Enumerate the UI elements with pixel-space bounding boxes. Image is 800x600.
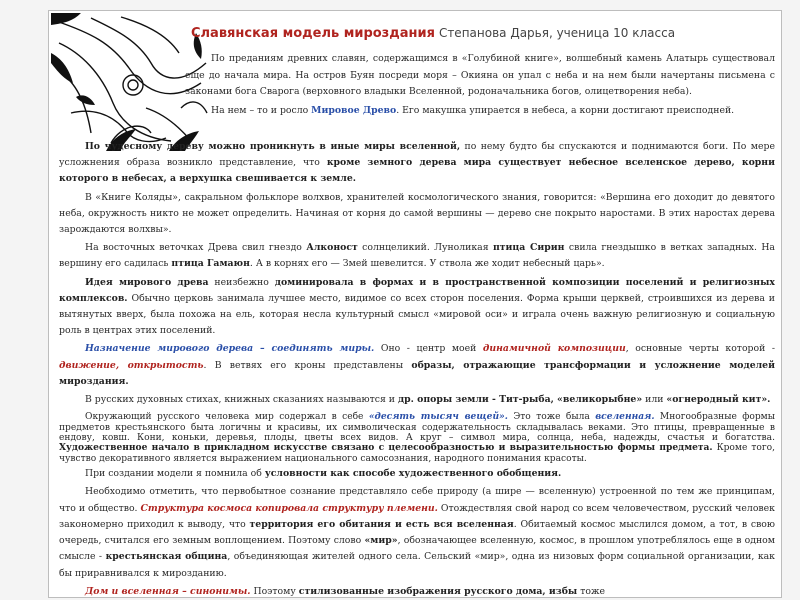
text: кроме земного дерева мира существует небесное вселенское дерево, корни которого в небесах, а верхушка свешивается к земле. (59, 157, 775, 185)
text: Это тоже была (507, 412, 596, 423)
document-page (48, 10, 782, 598)
text: При создании модели я помнила об (85, 468, 265, 480)
text: крестьянская община (105, 551, 228, 563)
paragraph-7 (59, 412, 775, 464)
page-title (191, 25, 771, 41)
text: Обычно церковь занимала лучшее место, видимое со всех сторон поселения. Форма крыши церквей, строившихся из дерева и вытянутых вверх, была похожа на ель, которая несла культурный смысл «мировой оси» и играла очень важную религиозную и социальную роль в центрах этих поселений. (59, 292, 775, 337)
text: вселенная. (595, 411, 655, 423)
paragraph-2: В «Книге Коляды», сакральном фольклоре волхвов, хранителей космологического знания, говорится: «Вершина его доходит до девятого неба, окружность никто не может определить. Начиная от корня до самой вершины — дерево сне покрыто наростами. В этих наростах дерева зарождаются волхвы». (59, 191, 775, 236)
text: Дом и вселенная – синонимы. (85, 585, 251, 597)
text: «мир» (364, 535, 398, 547)
text: по нему будто бы спускаются и поднимаются боги. По мере усложнения образа возникло представление, что (59, 141, 775, 169)
text: На нем – то и росло (211, 104, 312, 116)
intro-paragraph-1: По преданиям древних славян, содержащимся в «Голубиной книге», волшебный камень Алатырь существовал еще до начала мира. На остров Буян посреди моря – Окияна он упал с неба и на нем были начертаны письмена с законами бога Сварога (верховного владыки Вселенной, родоначальника богов, олицетворения неба). (185, 53, 775, 97)
text: условности как способе художественного обобщения. (264, 468, 562, 480)
paragraph-3 (59, 240, 775, 272)
text: или (642, 394, 667, 406)
text: «огнеродный кит». (666, 394, 771, 406)
paragraph-8 (59, 466, 775, 482)
paragraph-9 (59, 484, 775, 581)
text: Алконост (306, 242, 358, 254)
text: птица Гамаюн (171, 258, 250, 270)
text: Структура космоса копировала структуру племени. (140, 502, 438, 514)
text: свила гнездышко в ветках западных. На вершину его садилась (59, 242, 775, 270)
title-main: Славянская модель мироздания (191, 26, 435, 41)
text: На восточных веточках Древа свил гнездо (85, 242, 307, 254)
text: солнцеликий. Луноликая (357, 242, 493, 254)
text: . В ветвях его кроны представлены (203, 359, 412, 371)
text: Поэтому (250, 585, 299, 597)
text: В русских духовных стихах, книжных сказаниях называются и (85, 394, 398, 406)
paragraph-10 (59, 584, 775, 598)
text: тоже (577, 585, 606, 597)
text: стилизованные изображения русского дома, избы (298, 585, 578, 597)
text: . Обитаемый космос мыслился домом, а тот, в свою очередь, считался его земным воплощением. Поэтому слово (59, 518, 776, 547)
text: доминировала в формах и в пространственной композиции поселений и религиозных комплексов. (59, 276, 775, 304)
text: . А в корнях его — Змей шевелится. У ствола же ходит небесный царь». (249, 258, 605, 270)
text: птица Сирин (492, 242, 565, 254)
text: Отождествляя свой народ со всем человечеством, русский человек закономерно приходил к выводу, что (59, 502, 775, 530)
text: др. опоры земли - Тит-рыба, «великорыбне» (397, 394, 643, 406)
text: . Его макушка упирается в небеса, а корни достигают преисподней. (396, 104, 735, 116)
text: Идея мирового древа (85, 276, 209, 288)
text: Многообразные формы предметов крестьянского быта логичны и красивы, их символическая содержательность складывалась веками. Это птицы, превращенные в ендову, ковш. Кони, коньки, деревья, плоды, цветы всех видов. А круг – символ мира, солнца, неба, надежды, счастья и богатства. (59, 412, 775, 444)
text: По чудесному дереву можно проникнуть в иные миры вселенной, (85, 141, 461, 152)
intro-block (185, 51, 775, 119)
text: , обозначающее вселенную, космос, в прошлом употреблялось еще в одном смысле - (59, 535, 775, 563)
text: образы, отражающие трансформации и усложнение моделей мироздания. (59, 359, 775, 387)
text: Оно - центр моей (374, 343, 483, 355)
text: Необходимо отметить, что первобытное сознание представляло себе природу (а шире — вселенную) устроенной по тем же принципам, что и общество. (59, 486, 775, 514)
text: Окружающий русского человека мир содержал в себе (85, 412, 369, 423)
text: неизбежно (208, 276, 275, 288)
title-author: Степанова Дарья, ученица 10 класса (438, 26, 676, 40)
text: территория его обитания и есть вся вселенная (249, 518, 514, 530)
text: Художественное начало в прикладном искусстве связано с целесообразностью и выразительностью формы предмета. (59, 442, 713, 454)
body-text (59, 139, 775, 598)
intro-paragraph-2 (185, 103, 775, 120)
paragraph-5 (59, 341, 775, 390)
text: динамичной композиции (482, 343, 626, 355)
text: «десять тысяч вещей». (368, 411, 508, 423)
text: Назначение мирового дерева – соединять миры. (85, 343, 375, 355)
paragraph-4 (59, 275, 775, 340)
text: , объединяющая жителей одного села. Сельский «мир», одна из низовых форм социальной организации, как бы приравнивался к мирозданию. (59, 551, 775, 579)
text: движение, открытость (59, 359, 204, 371)
text: Кроме того, чувство декоративного является выражением национального самосознания, народного понимания красоты. (59, 443, 775, 464)
world-tree-term: Мировое Древо (311, 104, 397, 116)
paragraph-6 (59, 392, 775, 408)
paragraph-1 (59, 139, 775, 188)
text: , основные черты которой - (625, 343, 775, 355)
